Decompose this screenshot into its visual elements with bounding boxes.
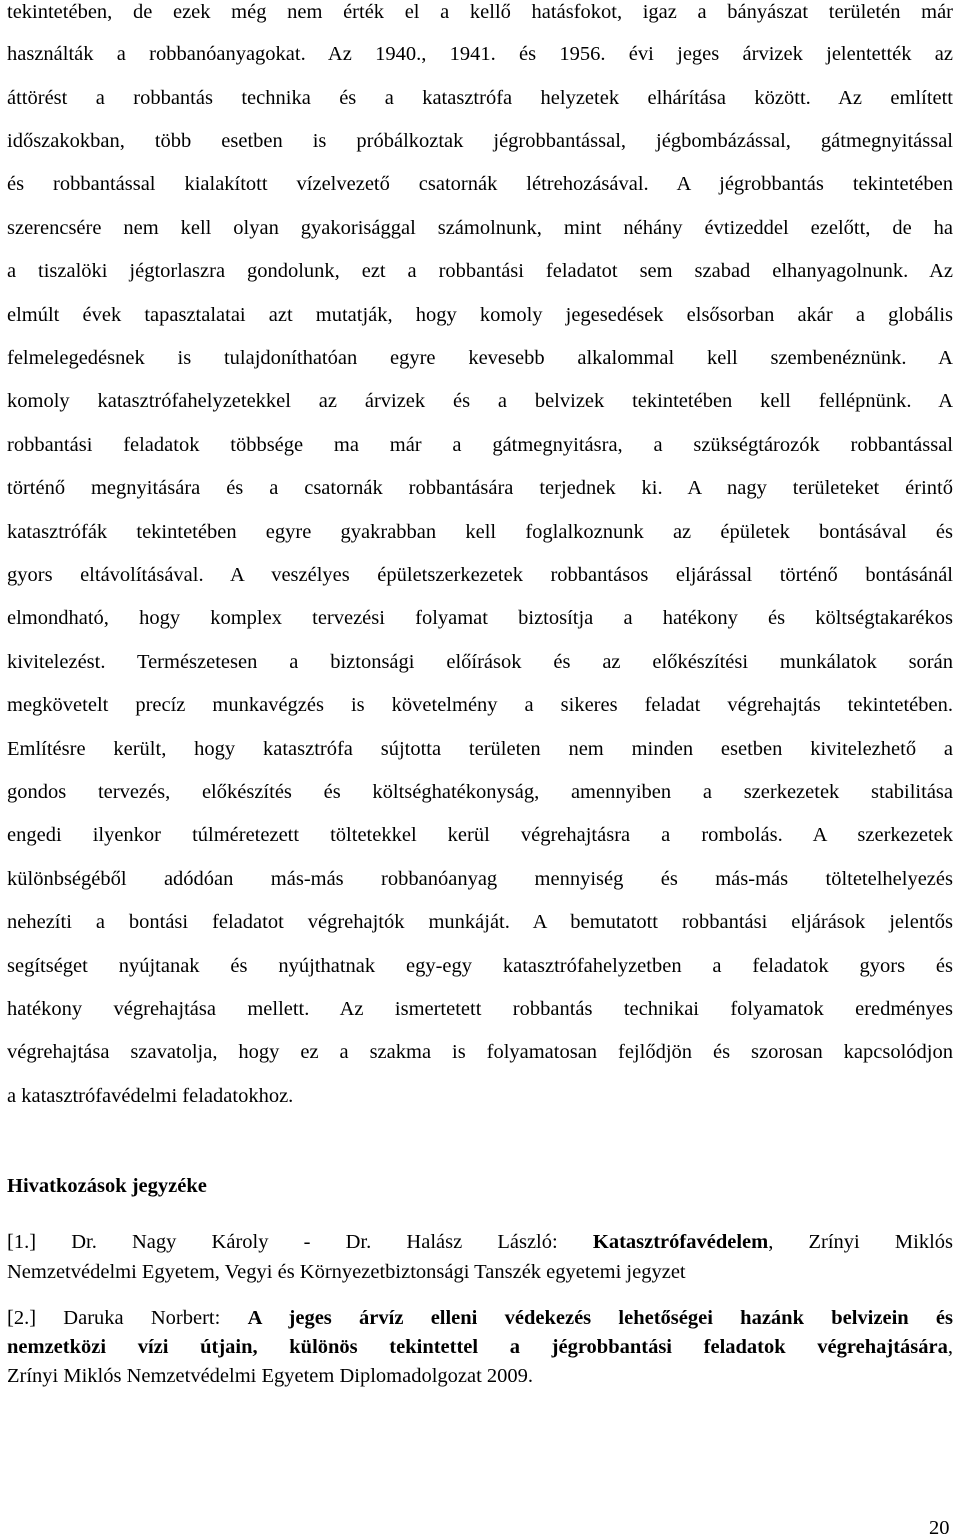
reference-2-comma: , [947,1336,953,1358]
body-line: és robbantással kialakított vízelvezető csatornák létrehozásával. A jégrobbantás tekintetében [7,173,953,195]
reference-2-title-cont: nemzetközi vízi útjain, különös tekintettel a jégrobbantási feladatok végrehajtására [7,1336,948,1358]
references-heading: Hivatkozások jegyzéke [7,1175,207,1197]
body-line: történő megnyitására és a csatornák robbantására terjednek ki. A nagy területeket érintő [7,477,953,499]
body-line: robbantási feladatok többsége ma már a gátmegnyitásra, a szükségtározók robbantással [7,434,953,456]
reference-1-title: Katasztrófavédelem [592,1231,769,1253]
body-line: Említésre került, hogy katasztrófa sújtotta területen nem minden esetben kivitelezhető a [7,738,953,760]
body-line: hatékony végrehajtása mellett. Az ismertetett robbantás technikai folyamatok eredményes [7,998,953,1020]
body-line: használták a robbanóanyagokat. Az 1940., 1941. és 1956. évi jeges árvizek jelentették az [7,43,953,65]
body-line: engedi ilyenkor túlméretezett töltetekkel kerül végrehajtásra a rombolás. A szerkezetek [7,824,953,846]
body-line: a katasztrófavédelmi feladatokhoz. [7,1085,294,1107]
body-line: segítséget nyújtanak és nyújthatnak egy-egy katasztrófahelyzetben a feladatok gyors és [7,955,953,977]
body-line: elmondható, hogy komplex tervezési folyamat biztosítja a hatékony és költségtakarékos [7,607,953,629]
body-line: elmúlt évek tapasztalatai azt mutatják, hogy komoly jegesedések elsősorban akár a globális [7,304,953,326]
reference-2-line-1 [7,1306,953,1330]
body-line: különbségéből adódóan más-más robbanóanyag mennyiség és más-más töltetelhelyezés [7,868,953,890]
body-line: komoly katasztrófahelyzetekkel az árvizek és a belvizek tekintetében kell fellépnünk. A [7,390,953,412]
body-line: gyors eltávolításával. A veszélyes épületszerkezetek robbantásos eljárással történő bontásánál [7,564,953,586]
body-line: kivitelezést. Természetesen a biztonsági előírások és az előkészítési munkálatok során [7,651,953,673]
body-line: felmelegedésnek is tulajdoníthatóan egyre kevesebb alkalommal kell szembenéznünk. A [7,347,953,369]
body-line: katasztrófák tekintetében egyre gyakrabban kell foglalkoznunk az épületek bontásával és [7,521,953,543]
page-number: 20 [929,1517,950,1539]
body-line: végrehajtása szavatolja, hogy ez a szakma is folyamatosan fejlődjön és szorosan kapcsolódjon [7,1041,953,1063]
body-line: szerencsére nem kell olyan gyakorisággal számolnunk, mint néhány évtizeddel ezelőtt, de ha [7,217,953,239]
reference-1-publisher: , Zrínyi Miklós [768,1231,953,1253]
body-line: megkövetelt precíz munkavégzés is követelmény a sikeres feladat végrehajtás tekintetében. [7,694,953,716]
body-line: a tiszalöki jégtorlaszra gondolunk, ezt a robbantási feladatot sem szabad elhanyagolnunk. Az [7,260,953,282]
reference-1-line-2: Nemzetvédelmi Egyetem, Vegyi és Környezetbiztonsági Tanszék egyetemi jegyzet [7,1261,686,1283]
body-line: időszakokban, több esetben is próbálkoztak jégrobbantással, jégbombázással, gátmegnyitással [7,130,953,152]
body-line: tekintetében, de ezek még nem érték el a kellő hatásfokot, igaz a bányászat területén már [7,1,953,23]
reference-1-line-1 [7,1230,953,1254]
body-line: gondos tervezés, előkészítés és költséghatékonyság, amennyiben a szerkezetek stabilitása [7,781,953,803]
reference-1-authors: [1.] Dr. Nagy Károly - Dr. Halász László: [7,1231,593,1253]
reference-2-title: A jeges árvíz elleni védekezés lehetőségei hazánk belvizein és [247,1307,953,1329]
reference-2-author: [2.] Daruka Norbert: [7,1307,248,1329]
body-line: nehezíti a bontási feladatot végrehajtók munkáját. A bemutatott robbantási eljárások jelentős [7,911,953,933]
body-line: áttörést a robbantás technika és a katasztrófa helyzetek elhárítása között. Az említett [7,87,953,109]
reference-2-line-3: Zrínyi Miklós Nemzetvédelmi Egyetem Diplomadolgozat 2009. [7,1365,534,1387]
reference-2-line-2 [7,1335,953,1359]
